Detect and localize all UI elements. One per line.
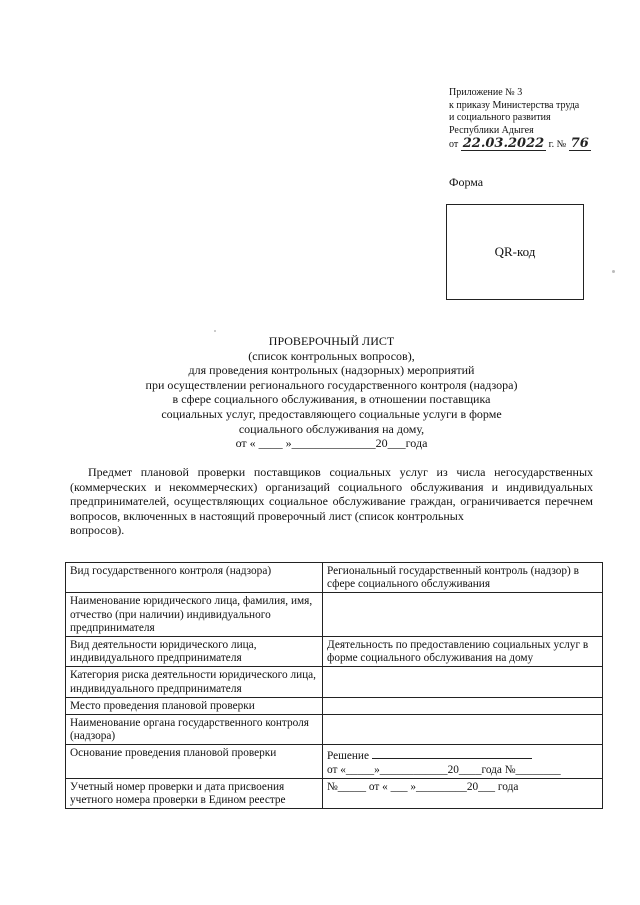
decision-blank[interactable]: [372, 747, 532, 759]
title-date-line: от « ____ »______________20___года: [235, 436, 428, 451]
appendix-block: [449, 87, 591, 152]
intro-text: Предмет плановой проверки поставщиков социальных услуг из числа негосударственных (коммерческих и некоммерческих) организаций социального обслуживания и индивидуальных предпринимателей, осуществляющих социальное обслуживание граждан, ограничивается перечнем вопросов, включенных в настоящий проверочный лист (список контрольных: [70, 465, 593, 523]
qr-code-label: QR-код: [494, 244, 536, 259]
table-cell-label: Основание проведения плановой проверки: [66, 745, 323, 778]
table-cell-value[interactable]: [323, 593, 603, 637]
title-line-2: (список контрольных вопросов),: [248, 348, 415, 363]
table-cell-value[interactable]: №_____ от « ___ »_________20___ года: [323, 778, 603, 808]
table-row: [66, 715, 603, 745]
title-line-5: в сфере социального обслуживания, в отношении поставщика: [172, 392, 491, 407]
table-row: [66, 593, 603, 637]
appendix-order-line: [449, 138, 591, 152]
table-cell-label: Вид деятельности юридического лица, индивидуального предпринимателя: [66, 637, 323, 667]
table-row: [66, 778, 603, 808]
decision-label: Решение: [327, 750, 369, 763]
appendix-line-4: Республики Адыгея: [449, 124, 534, 136]
table-cell-label: Учетный номер проверки и дата присвоения учетного номера проверки в Едином реестре: [66, 778, 323, 808]
order-number-prefix: г. №: [548, 139, 567, 151]
document-title: [70, 334, 593, 451]
table-cell-label: Наименование юридического лица, фамилия, имя, отчество (при наличии) индивидуального предпринимателя: [66, 593, 323, 637]
title-line-6: социальных услуг, предоставляющего социальные услуги в форме: [161, 406, 502, 421]
decision-date-line: от «_____»____________20____года №________: [327, 763, 561, 776]
scan-speck: [612, 270, 615, 273]
table-cell-label: Вид государственного контроля (надзора): [66, 563, 323, 593]
decision-line: [327, 747, 598, 763]
table-cell-value: Деятельность по предоставлению социальных услуг в форме социального обслуживания на дому: [323, 637, 603, 667]
table-cell-value[interactable]: [323, 715, 603, 745]
qr-code-box: [446, 204, 584, 300]
scan-speck: [214, 330, 216, 332]
order-number-handwritten: 76: [570, 136, 589, 152]
appendix-line-1: Приложение № 3: [449, 87, 523, 98]
intro-text-tail: вопросов).: [70, 523, 125, 538]
form-label: Форма: [449, 175, 484, 189]
table-row: [66, 637, 603, 667]
title-line-7: социального обслуживания на дому,: [238, 421, 425, 436]
inspection-info-table: [65, 562, 603, 809]
table-cell-value[interactable]: [323, 667, 603, 697]
table-cell-value: Региональный государственный контроль (надзор) в сфере социального обслуживания: [323, 563, 603, 593]
table-row: [66, 563, 603, 593]
table-cell-label: Место проведения плановой проверки: [66, 697, 323, 714]
title-line-4: при осуществлении регионального государственного контроля (надзора): [145, 377, 518, 392]
appendix-line-3: и социального развития: [449, 112, 551, 124]
table-cell-value[interactable]: [323, 697, 603, 714]
order-date-handwritten: 22.03.2022: [462, 136, 545, 152]
table-cell-value[interactable]: [323, 745, 603, 778]
table-row: [66, 667, 603, 697]
table-cell-label: Наименование органа государственного контроля (надзора): [66, 715, 323, 745]
order-date-prefix: от: [449, 139, 459, 151]
appendix-line-2: к приказу Министерства труда: [449, 99, 580, 111]
table-row: [66, 697, 603, 714]
title-line-1: ПРОВЕРОЧНЫЙ ЛИСТ: [268, 334, 395, 348]
table-cell-label: Категория риска деятельности юридического лица, индивидуального предпринимателя: [66, 667, 323, 697]
title-line-3: для проведения контрольных (надзорных) мероприятий: [188, 363, 475, 378]
table-row: [66, 745, 603, 778]
intro-paragraph: [70, 465, 593, 538]
